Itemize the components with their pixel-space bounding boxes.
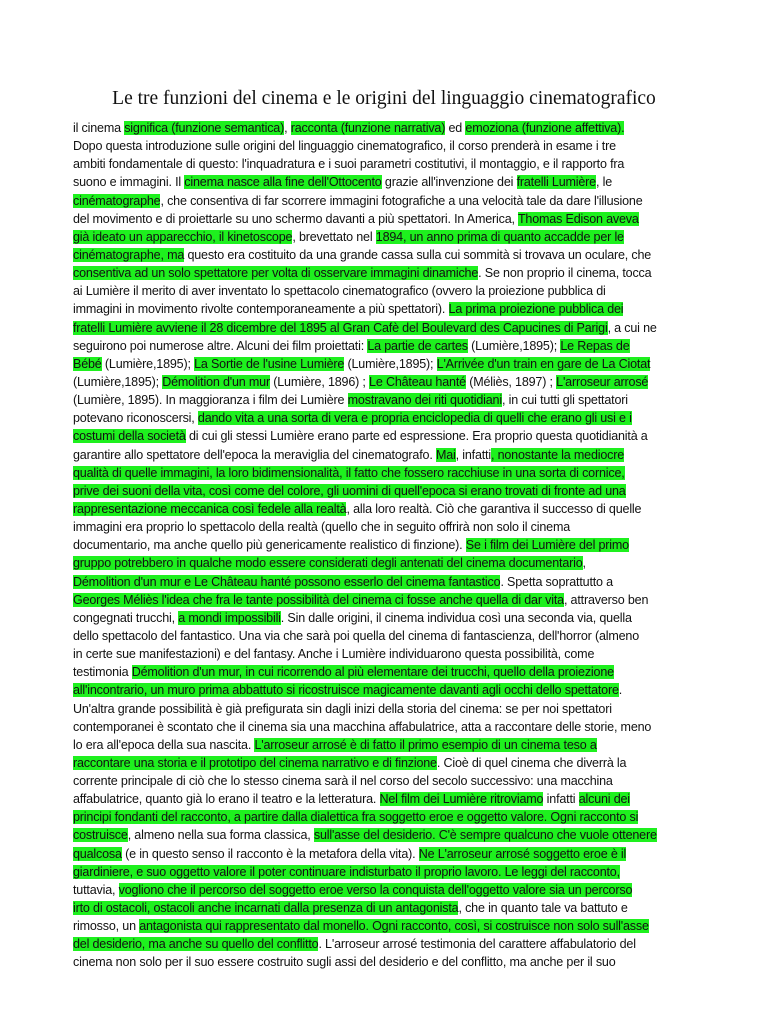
text-line — [73, 210, 693, 228]
highlighted-text: Démolition d'un mur — [162, 374, 270, 389]
document-body — [73, 119, 693, 972]
text-line — [73, 246, 693, 264]
highlighted-text: La prima proiezione pubblica dei — [448, 302, 624, 317]
text-line — [73, 917, 693, 935]
highlighted-text: racconta (funzione narrativa) — [290, 121, 446, 135]
text-line — [73, 935, 693, 953]
text-line — [73, 319, 693, 337]
text-line — [73, 282, 693, 300]
highlighted-text: emoziona (funzione affettiva). — [465, 121, 625, 135]
highlighted-text: L'arroseur arrosé è di fatto il primo esempio di un cinema teso a — [254, 737, 597, 752]
highlighted-text: prive dei suoni della vita, così come del colore, gli uomini di quell'epoca si erano trovati di fronte ad una — [73, 483, 626, 498]
body-text: . Spetta soprattutto a — [500, 574, 613, 589]
body-text: , che consentiva di far scorrere immagini fotografiche a una velocità tale da dare l'illusione — [160, 193, 643, 208]
text-line — [73, 464, 693, 482]
highlighted-text: consentiva ad un solo spettatore per volta di osservare immagini dinamiche — [73, 266, 479, 281]
highlighted-text: Ne L'arroseur arrosé soggetto eroe è il — [418, 846, 627, 861]
text-line — [73, 736, 693, 754]
text-line — [73, 119, 693, 137]
highlighted-text: Mai — [435, 447, 456, 462]
highlighted-text: mostravano dei riti quotidiani — [347, 393, 502, 408]
body-text: (Lumière,1895); — [467, 338, 561, 353]
body-text: . L'arroseur arrosé testimonia del carattere affabulatorio del — [318, 937, 636, 952]
text-line — [73, 137, 693, 155]
body-text: , in cui tutti gli spettatori — [501, 393, 628, 408]
highlighted-text: vogliono che il percorso del soggetto eroe verso la conquista dell'oggetto valore sia un percorso — [118, 882, 633, 897]
body-text: , a cui ne — [607, 320, 657, 335]
highlighted-text: del desiderio, ma anche su quello del conflitto — [73, 937, 319, 952]
highlighted-text: dando vita a una sorta di vera e propria enciclopedia di quelli che erano gli usi e i — [197, 411, 632, 426]
highlighted-text: rappresentazione meccanica così fedele alla realtà — [73, 501, 347, 516]
body-text: (e in questo senso il racconto è la metafora della vita). — [121, 846, 419, 861]
highlighted-text: raccontare una storia e il prototipo del cinema narrativo e di finzione — [73, 755, 437, 770]
body-text: ambiti fondamentale di questo: l'inquadratura e i suoi parametri costitutivi, il montaggio, e il rapporto fra — [73, 157, 625, 172]
body-text: Un'altra grande possibilità è già prefigurata sin dagli inizi della storia del cinema: se per noi spettatori — [73, 701, 612, 716]
highlighted-text: a mondi impossibili — [178, 610, 281, 625]
highlighted-text: alcuni dei — [578, 792, 630, 807]
highlighted-text: significa (funzione semantica) — [124, 121, 285, 135]
body-text: . Se non proprio il cinema, tocca — [478, 266, 652, 281]
text-line — [73, 826, 693, 844]
text-line — [73, 155, 693, 173]
body-text: immagini era proprio lo spettacolo della realtà (quello che in seguito offrirà non solo il cinema — [73, 520, 571, 535]
text-line — [73, 808, 693, 826]
body-text: dello spettacolo del fantastico. Una via che sarà poi quella del cinema di fantascienza, dell'horror (almeno — [73, 628, 640, 643]
text-line — [73, 192, 693, 210]
highlighted-text: già ideato un apparecchio, il kinetoscope — [73, 229, 293, 244]
text-line — [73, 373, 693, 391]
highlighted-text: qualità di quelle immagini, la loro bidimensionalità, il fatto che fossero racchiuse in una sorta di cornice, — [73, 465, 625, 480]
highlighted-text: costruisce — [73, 828, 128, 843]
text-line — [73, 609, 693, 627]
text-line — [73, 899, 693, 917]
body-text: tuttavia, — [73, 882, 119, 897]
body-text: (Lumière,1895); — [101, 356, 195, 371]
text-line — [73, 591, 693, 609]
text-line — [73, 573, 693, 591]
body-text: infatti — [543, 792, 579, 807]
body-text: , alla loro realtà. Ciò che garantiva il successo di quelle — [346, 501, 642, 516]
text-line — [73, 718, 693, 736]
body-text: , infatti — [455, 447, 491, 462]
body-text: cinema non solo per il suo essere costruito sugli assi del desiderio e del conflitto, ma anche per il suo — [73, 955, 616, 970]
highlighted-text: Démolition d'un mur, in cui ricorrendo al più elementare dei trucchi, quello della proiezione — [131, 665, 614, 680]
highlighted-text: principi fondanti del racconto, a partire dalla dialettica fra soggetto eroe e oggetto valore. Ogni racconto si — [73, 810, 639, 825]
body-text: , almeno nella sua forma classica, — [127, 828, 314, 843]
body-text: , le — [595, 175, 612, 190]
text-line — [73, 355, 693, 373]
text-line — [73, 881, 693, 899]
body-text: garantire allo spettatore dell'epoca la meraviglia del cinematografo. — [73, 447, 436, 462]
highlighted-text: cinema nasce alla fine dell'Ottocento — [184, 175, 382, 190]
body-text: , brevettato nel — [292, 229, 376, 244]
body-text: (Lumière, 1895). In maggioranza i film dei Lumière — [73, 393, 348, 408]
text-line — [73, 754, 693, 772]
body-text: (Lumière, 1896) ; — [269, 374, 370, 389]
text-line — [73, 953, 693, 971]
highlighted-text: costumi della società — [73, 429, 186, 444]
highlighted-text: irto di ostacoli, ostacoli anche incarnati dalla presenza di un antagonista — [73, 901, 459, 916]
text-line — [73, 300, 693, 318]
text-line — [73, 427, 693, 445]
body-text: grazie all'invenzione dei — [381, 175, 517, 190]
body-text: documentario, ma anche quello più genericamente realistico di finzione). — [73, 538, 466, 553]
body-text: , attraverso ben — [563, 592, 649, 607]
highlighted-text: La Sortie de l'usine Lumière — [194, 356, 345, 371]
body-text: immagini in movimento rivolte contemporaneamente a più spettatori). — [73, 302, 449, 317]
text-line — [73, 663, 693, 681]
body-text: ai Lumière il merito di aver inventato lo spettacolo cinematografico (ovvero la proiezione pubblica di — [73, 284, 606, 299]
highlighted-text: cinématographe, ma — [73, 247, 185, 262]
highlighted-text: Bébé — [73, 356, 102, 371]
body-text: . Cioè di quel cinema che diverrà la — [436, 755, 627, 770]
text-line — [73, 845, 693, 863]
text-line — [73, 772, 693, 790]
highlighted-text: Thomas Edison aveva — [517, 211, 639, 226]
text-line — [73, 391, 693, 409]
text-line — [73, 173, 693, 191]
text-line — [73, 482, 693, 500]
highlighted-text: fratelli Lumière — [516, 175, 596, 190]
highlighted-text: La partie de cartes — [367, 338, 468, 353]
text-line — [73, 409, 693, 427]
body-text: affabulatrice, quanto già lo erano il teatro e la letteratura. — [73, 792, 380, 807]
text-line — [73, 554, 693, 572]
text-line — [73, 518, 693, 536]
body-text: questo era costituito da una grande cassa sulla cui sommità si trovava un oculare, che — [184, 247, 652, 262]
body-text: Dopo questa introduzione sulle origini del linguaggio cinematografico, il corso prenderà in esame i tre — [73, 139, 616, 154]
highlighted-text: antagonista qui rappresentato dal monello. Ogni racconto, così, si costruisce non solo sull'asse — [139, 919, 649, 934]
text-line — [73, 228, 693, 246]
text-line — [73, 645, 693, 663]
body-text: testimonia — [73, 665, 132, 680]
highlighted-text: Le Repas de — [560, 338, 630, 353]
body-text: il cinema — [73, 121, 125, 135]
text-line — [73, 446, 693, 464]
body-text: contemporanei è scontato che il cinema sia una macchina affabulatrice, atta a raccontare delle storie, meno — [73, 719, 652, 734]
highlighted-text: , nonostante la mediocre — [490, 447, 625, 462]
body-text: , — [284, 121, 291, 135]
body-text: congegnati trucchi, — [73, 610, 179, 625]
body-text: di cui gli stessi Lumière erano parte ed espressione. Era proprio questa quotidianità a — [185, 429, 648, 444]
highlighted-text: giardiniere, e suo oggetto valore il poter continuare indisturbato il proprio lavoro. Le leggi del racconto, — [73, 864, 620, 879]
body-text: rimosso, un — [73, 919, 140, 934]
body-text: (Lumière,1895); — [73, 374, 163, 389]
body-text: . — [618, 683, 623, 698]
highlighted-text: L'arroseur arrosé — [556, 374, 649, 389]
highlighted-text: L'Arrivée d'un train en gare de La Ciotat — [436, 356, 651, 371]
body-text: (Lumière,1895); — [344, 356, 437, 371]
highlighted-text: Le Château hanté — [369, 374, 466, 389]
text-line — [73, 681, 693, 699]
body-text: potevano riconoscersi, — [73, 411, 198, 426]
body-text: , che in quanto tale va battuto e — [458, 901, 628, 916]
text-line — [73, 264, 693, 282]
body-text: corrente principale di ciò che lo stesso cinema sarà il nel corso del secolo successivo: una macchina — [73, 774, 613, 789]
body-text: (Méliès, 1897) ; — [465, 374, 557, 389]
text-line — [73, 337, 693, 355]
highlighted-text: sull'asse del desiderio. C'è sempre qualcuno che vuole ottenere — [313, 828, 657, 843]
text-line — [73, 863, 693, 881]
highlighted-text: fratelli Lumière avviene il 28 dicembre del 1895 al Gran Cafè del Boulevard des Capucines di Parigi — [73, 320, 608, 335]
highlighted-text: Georges Méliès l'idea che fra le tante possibilità del cinema ci fosse anche quella di dar vita — [73, 592, 564, 607]
body-text: seguirono poi numerose altre. Alcuni dei film proiettati: — [73, 338, 368, 353]
highlighted-text: Se i film dei Lumière del primo — [465, 538, 629, 553]
highlighted-text: Nel film dei Lumière ritroviamo — [379, 792, 544, 807]
body-text: suono e immagini. Il — [73, 175, 185, 190]
highlighted-text: qualcosa — [73, 846, 122, 861]
body-text: . Sin dalle origini, il cinema individua così una seconda via, quella — [280, 610, 632, 625]
text-line — [73, 700, 693, 718]
text-line — [73, 790, 693, 808]
highlighted-text: Démolition d'un mur e Le Château hanté possono esserlo del cinema fantastico — [73, 574, 501, 589]
body-text: , — [582, 556, 586, 571]
highlighted-text: all'incontrario, un muro prima abbattuto si ricostruisce magicamente davanti agli occhi dello spettatore — [73, 683, 619, 698]
highlighted-text: 1894, un anno prima di quanto accadde per le — [375, 229, 624, 244]
highlighted-text: cinématographe — [73, 193, 161, 208]
body-text: in certe sue manifestazioni) e del fantasy. Anche i Lumière individuarono questa possibilità, come — [73, 647, 595, 662]
document-title: Le tre funzioni del cinema e le origini del linguaggio cinematografico — [112, 88, 656, 109]
text-line — [73, 627, 693, 645]
body-text: lo era all'epoca della sua nascita. — [73, 737, 255, 752]
body-text: del movimento e di proiettarle su uno schermo davanti a più spettatori. In America, — [73, 211, 518, 226]
body-text: ed — [445, 121, 466, 135]
highlighted-text: gruppo potrebbero in qualche modo essere considerati degli antenati del cinema documentario — [73, 556, 583, 571]
text-line — [73, 536, 693, 554]
text-line — [73, 500, 693, 518]
